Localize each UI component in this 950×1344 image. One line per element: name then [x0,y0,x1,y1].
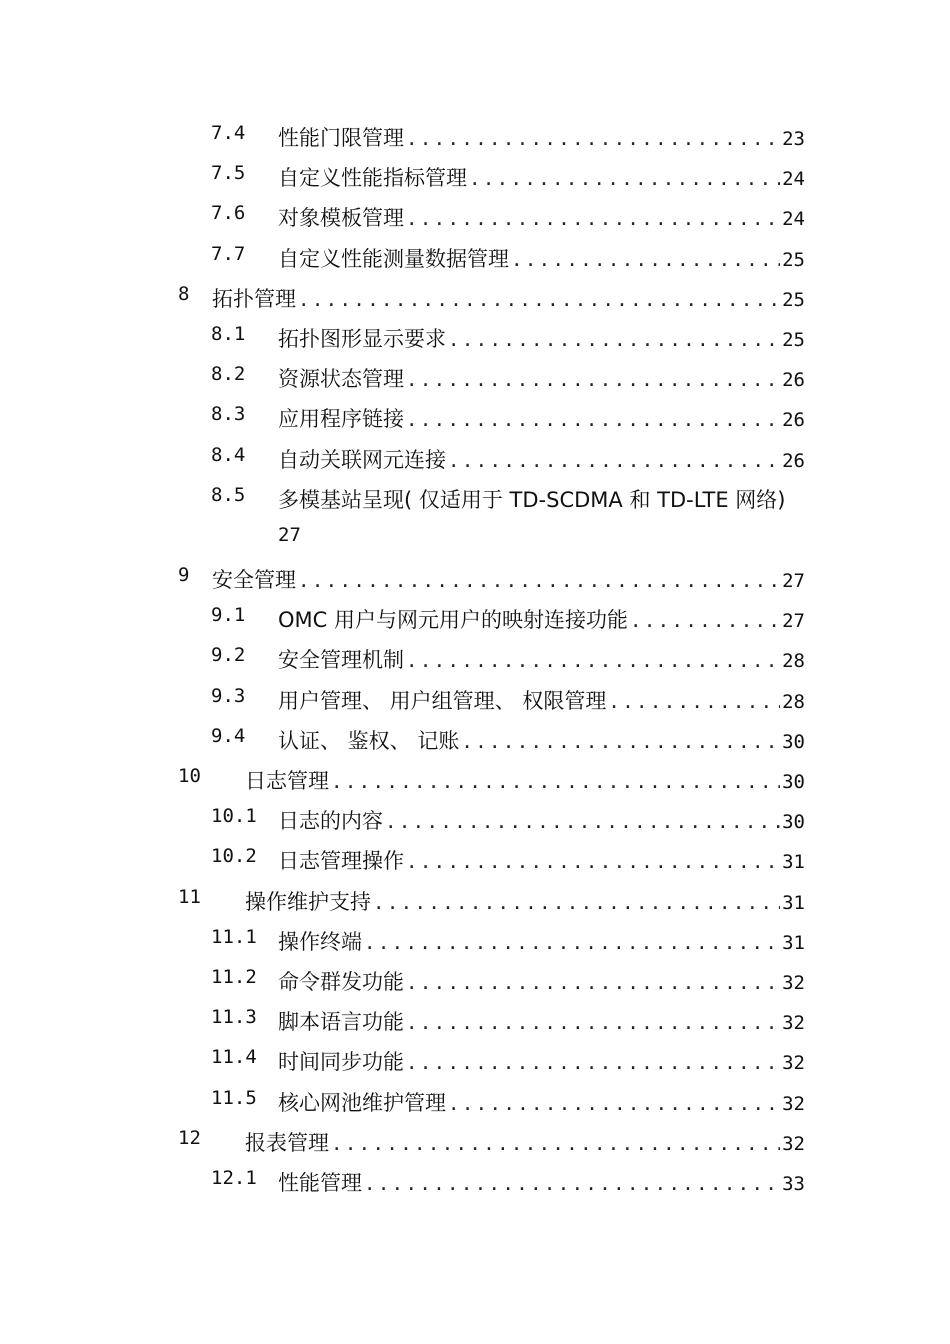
dot-leader [608,691,780,713]
toc-entry-page: 30 [782,730,805,753]
toc-entry-title: 安全管理 [212,568,296,593]
toc-entry-page: 24 [782,168,805,191]
toc-entry-title: 性能管理 [278,1170,362,1195]
dot-leader [406,128,780,150]
toc-entry-page: 32 [782,1052,805,1075]
toc-entry-page: 26 [782,409,805,432]
toc-entry-title: 资源状态管理 [278,367,404,392]
toc-entry-title: 认证、 鉴权、 记账 [278,728,460,753]
dot-leader [331,771,780,793]
toc-entry[interactable] [0,878,950,918]
toc-entry-title: 用户管理、 用户组管理、 权限管理 [278,688,607,713]
dot-leader [406,1012,780,1034]
dot-leader [406,409,780,431]
dot-leader [406,851,780,873]
toc-entry-page: 32 [782,1092,805,1115]
toc-entry-title: 性能门限管理 [278,126,404,150]
toc-entry-line [278,1167,805,1197]
toc-entry-line [278,202,805,232]
dot-leader [373,892,780,914]
toc-entry-title: 命令群发功能 [278,969,404,994]
toc-entry-line [278,926,805,956]
toc-entry-line [278,403,805,433]
toc-entry-line [278,363,805,393]
toc-entry[interactable] [0,918,950,958]
toc-entry-number: 10 [178,765,201,787]
toc-entry-page: 25 [782,248,805,271]
dot-leader [406,1052,780,1074]
toc-entry-number: 8.3 [211,403,246,426]
toc-entry-number: 7.4 [211,122,246,144]
toc-entry-title: 报表管理 [245,1130,329,1155]
toc-entry-line [212,564,805,594]
dot-leader [448,450,780,472]
toc-entry[interactable] [0,677,950,717]
toc-entry[interactable] [0,436,950,476]
dot-leader [469,168,780,190]
toc-entry-page: 31 [782,891,805,914]
toc-entry-line [278,685,805,715]
toc-entry-title: 日志的内容 [278,809,383,834]
toc-entry[interactable] [0,837,950,877]
toc-entry-number: 7.5 [211,162,246,185]
toc-entry-number: 12.1 [211,1166,257,1189]
toc-entry[interactable] [0,476,950,516]
toc-entry-number: 9.4 [211,724,246,747]
toc-entry[interactable] [0,315,950,355]
toc-entry-line [278,725,805,755]
dot-leader [448,1093,780,1115]
toc-entry[interactable] [0,1038,950,1078]
toc-entry-title: 应用程序链接 [278,407,404,432]
toc-entry-line [278,444,805,474]
toc-entry-number: 9.2 [211,644,246,667]
toc-entry-number: 8.4 [211,443,246,466]
toc-entry-page: 26 [782,449,805,472]
toc-entry[interactable] [0,998,950,1038]
toc-entry-title: 脚本语言功能 [278,1010,404,1035]
toc-entry-title: 日志管理 [245,769,329,793]
toc-entry-title: 对象模板管理 [278,206,404,231]
dot-leader [406,369,780,391]
toc-entry-number: 9.1 [211,604,246,627]
toc-entry-title: 安全管理机制 [278,648,404,673]
toc-entry[interactable] [0,757,950,797]
toc-entry-page: 32 [782,1012,805,1035]
toc-entry-number: 9 [178,564,190,587]
toc-entry-number: 11 [178,885,201,908]
toc-entry-line [278,966,805,996]
toc-entry-number: 11.5 [211,1086,257,1109]
dot-leader [511,249,780,271]
toc-entry-title: 日志管理操作 [278,849,404,874]
toc-entry-page: 27 [782,570,805,593]
toc-entry-page: 28 [782,650,805,673]
toc-entry-number: 7.7 [211,242,246,265]
toc-entry-number: 8.2 [211,363,246,386]
toc-entry-number: 9.3 [211,684,246,707]
toc-entry-page: 32 [782,1132,805,1155]
toc-entry-line [278,805,805,835]
toc-entry-title: 时间同步功能 [278,1050,404,1075]
toc-entry-line [278,845,805,875]
toc-entry[interactable] [0,114,950,154]
toc-entry-line [278,323,805,353]
dot-leader [298,289,780,311]
toc-entry-title: 多模基站呈现( 仅适用于 TD-SCDMA 和 TD-LTE 网络) [278,487,786,512]
toc-entry-page: 26 [782,369,805,392]
toc-entry-title: 核心网池维护管理 [278,1090,446,1115]
toc-entry[interactable] [0,556,950,596]
toc-entry-number: 11.1 [211,925,257,948]
toc-entry-line [278,1046,805,1076]
toc-entry[interactable] [0,1079,950,1119]
toc-entry[interactable] [0,596,950,636]
toc-entry-title: 操作终端 [278,929,362,954]
toc-entry-page: 33 [782,1172,805,1195]
dot-leader [364,1173,780,1195]
toc-entry[interactable] [0,958,950,998]
toc-entry-page: 31 [782,931,805,954]
toc-entry-title: 拓扑图形显示要求 [278,326,446,351]
toc-entry-page: 27 [278,523,301,546]
toc-entry[interactable] [0,797,950,837]
dot-leader [461,731,780,753]
toc-entry-title: 操作维护支持 [245,889,371,914]
toc-entry-line [245,886,805,916]
toc-entry-number: 8.1 [211,322,246,345]
dot-leader [406,208,780,230]
dot-leader [364,932,780,954]
toc-entry-page: 25 [782,328,805,351]
toc-entry-line [278,122,805,152]
toc-entry-line [278,1087,805,1117]
dot-leader [298,570,780,592]
dot-leader [448,329,780,351]
toc-entry-title: 拓扑管理 [212,286,296,311]
toc-entry-number: 11.2 [211,965,257,988]
toc-entry-title: 自定义性能测量数据管理 [278,246,509,271]
toc-entry[interactable] [0,154,950,194]
dot-leader [331,1133,780,1155]
dot-leader [406,972,780,994]
toc-entry-line [278,1006,805,1036]
toc-entry-page: 25 [782,288,805,311]
toc-entry[interactable] [0,194,950,234]
toc-entry-line [278,644,805,674]
toc-entry[interactable] [0,1159,950,1199]
toc-entry-line [278,162,805,192]
toc-entry[interactable] [0,636,950,676]
toc-entry-number: 11.3 [211,1006,257,1029]
toc-entry-number: 11.4 [211,1046,257,1069]
toc-entry-line [278,243,805,273]
dot-leader [630,610,780,632]
toc-entry-page: 30 [782,811,805,834]
table-of-contents [0,114,950,1199]
toc-entry-line [245,765,805,795]
dot-leader [385,811,780,833]
toc-entry-line [278,604,805,634]
toc-entry-number: 8.5 [211,483,246,506]
toc-entry-line [278,484,805,514]
toc-entry-title: 自定义性能指标管理 [278,166,467,191]
toc-entry-number: 10.2 [211,845,257,868]
toc-entry-page: 23 [782,128,805,150]
toc-entry-page: 27 [782,610,805,633]
toc-entry[interactable] [0,717,950,757]
toc-entry-number: 10.1 [211,805,257,828]
toc-entry[interactable] [0,1119,950,1159]
toc-entry[interactable] [0,235,950,275]
toc-entry-line [245,1127,805,1157]
toc-entry[interactable] [0,275,950,315]
toc-entry-number: 12 [178,1126,201,1149]
toc-entry-page: 24 [782,208,805,231]
toc-entry-page: 28 [782,690,805,713]
toc-entry-page: 30 [782,771,805,793]
toc-entry[interactable] [0,355,950,395]
toc-entry-title: OMC 用户与网元用户的映射连接功能 [278,608,628,633]
dot-leader [406,650,780,672]
toc-entry[interactable] [0,395,950,435]
toc-entry-line [212,283,805,313]
toc-entry-title: 自动关联网元连接 [278,447,446,472]
toc-entry-page: 31 [782,851,805,874]
toc-entry-number: 7.6 [211,202,246,225]
toc-entry-page: 32 [782,971,805,994]
toc-entry-continuation[interactable] [0,516,950,556]
toc-entry-number: 8 [178,282,190,305]
